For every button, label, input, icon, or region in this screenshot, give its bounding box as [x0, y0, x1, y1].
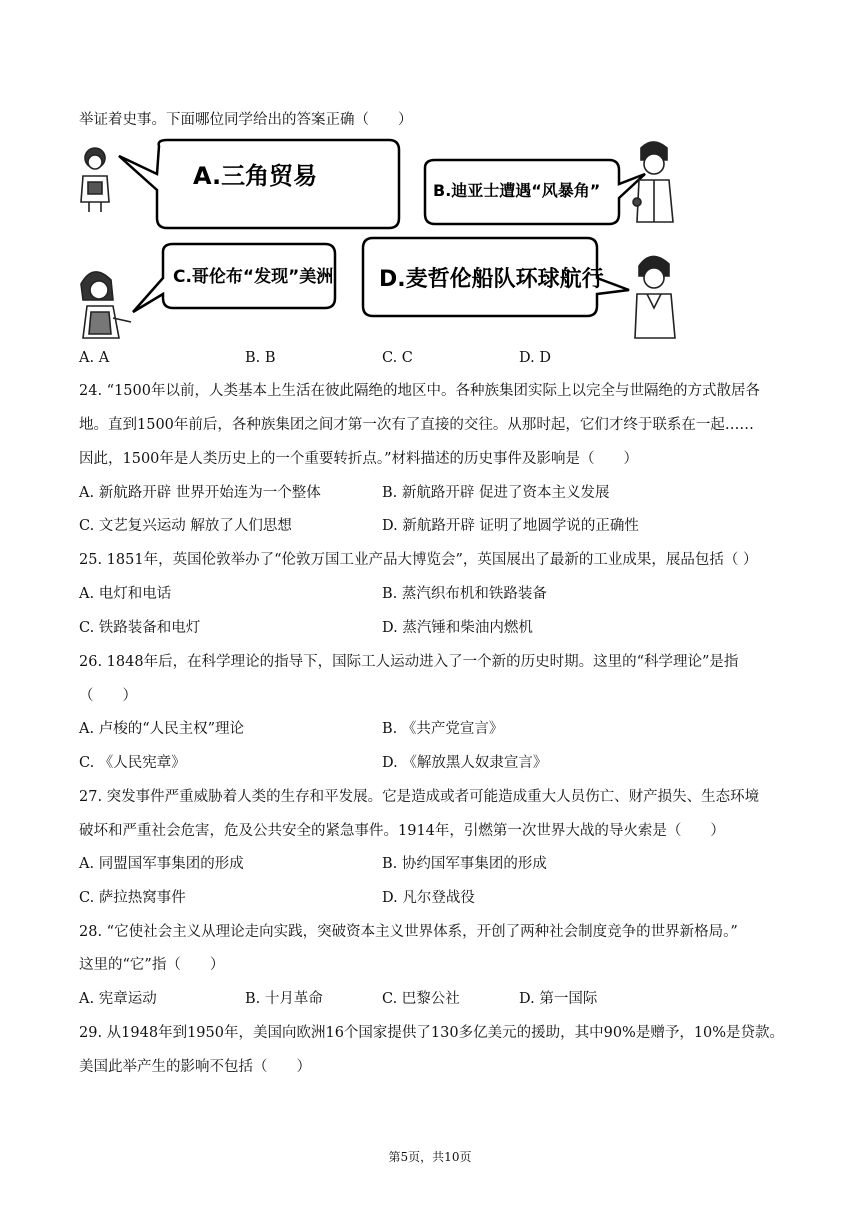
q24-stem-line-3: 因此，1500年是人类历史上的一个重要转折点。”材料描述的历史事件及影响是（ ）: [79, 451, 639, 467]
q28-option-a: A. 宪章运动: [79, 991, 157, 1007]
student-b-icon: [633, 142, 673, 222]
q29-stem-line-1: 29. 从1948年到1950年，美国向欧洲16个国家提供了130多亿美元的援助，其中90%是赠予，10%是贷款。: [79, 1025, 785, 1041]
q27-option-c: C. 萨拉热窝事件: [79, 890, 186, 906]
bubble-b-text: B.迪亚士遭遇“风暴角”: [433, 181, 601, 200]
q23-option-d: D. D: [519, 350, 551, 366]
q26-option-a: A. 卢梭的“人民主权”理论: [79, 721, 245, 737]
q23-option-b: B. B: [245, 350, 276, 366]
q24-stem-line-1: 24. “1500年以前，人类基本上生活在彼此隔绝的地区中。各种族集团实际上以完全与世隔绝的方式散居各: [79, 383, 760, 399]
q27-stem-line-2: 破坏和严重社会危害，危及公共安全的紧急事件。1914年，引燃第一次世界大战的导火索是（ ）: [79, 823, 725, 839]
intro-line: 举证着史事。下面哪位同学给出的答案正确（ ）: [79, 112, 413, 128]
students-answer-figure: [79, 138, 779, 343]
bubble-c-text: C.哥伦布“发现”美洲: [173, 267, 334, 287]
q24-stem-line-2: 地。直到1500年前后，各种族集团之间才第一次有了直接的交往。从那时起，它们才终于联系在一起……: [79, 417, 754, 433]
bubble-d-text: D.麦哲伦船队环球航行: [379, 267, 604, 292]
q26-option-c: C. 《人民宪章》: [79, 755, 186, 771]
q24-option-c: C. 文艺复兴运动 解放了人们思想: [79, 518, 292, 534]
q26-stem-line-1: 26. 1848年后，在科学理论的指导下，国际工人运动进入了一个新的历史时期。这里的“科学理论”是指: [79, 654, 739, 670]
q29-stem-line-2: 美国此举产生的影响不包括（ ）: [79, 1059, 311, 1075]
bubble-a-text: A.三角贸易: [193, 162, 318, 190]
q27-option-a: A. 同盟国军事集团的形成: [79, 856, 244, 872]
q26-stem-line-2: （ ）: [79, 688, 137, 704]
q25-option-b: B. 蒸汽织布机和铁路装备: [382, 586, 547, 602]
q27-option-d: D. 凡尔登战役: [382, 890, 475, 906]
q26-option-b: B. 《共产党宣言》: [382, 721, 504, 737]
q28-option-c: C. 巴黎公社: [382, 991, 460, 1007]
q23-option-c: C. C: [382, 350, 413, 366]
q27-option-b: B. 协约国军事集团的形成: [382, 856, 547, 872]
student-a-icon: [81, 148, 109, 212]
q25-stem-line-1: 25. 1851年，英国伦敦举办了“伦敦万国工业产品大博览会”，英国展出了最新的工业成果，展品包括（ ）: [79, 552, 758, 568]
page-footer: 第5页，共10页: [388, 1150, 472, 1164]
student-c-icon: [81, 272, 131, 338]
q25-option-d: D. 蒸汽锤和柴油内燃机: [382, 620, 533, 636]
q24-option-b: B. 新航路开辟 促进了资本主义发展: [382, 485, 610, 501]
q28-stem-line-1: 28. “它使社会主义从理论走向实践，突破资本主义世界体系，开创了两种社会制度竞争的世界新格局。”: [79, 924, 738, 940]
q25-option-a: A. 电灯和电话: [79, 586, 172, 602]
q24-option-a: A. 新航路开辟 世界开始连为一个整体: [79, 485, 321, 501]
q27-stem-line-1: 27. 突发事件严重威胁着人类的生存和平发展。它是造成或者可能造成重大人员伤亡、财产损失、生态环境: [79, 789, 760, 805]
student-d-icon: [635, 256, 675, 338]
q28-stem-line-2: 这里的“它”指（ ）: [79, 957, 225, 973]
q23-option-a: A. A: [79, 350, 110, 366]
q28-option-d: D. 第一国际: [519, 991, 598, 1007]
q25-option-c: C. 铁路装备和电灯: [79, 620, 201, 636]
q28-option-b: B. 十月革命: [245, 991, 323, 1007]
q24-option-d: D. 新航路开辟 证明了地圆学说的正确性: [382, 518, 639, 534]
q26-option-d: D. 《解放黑人奴隶宣言》: [382, 755, 548, 771]
